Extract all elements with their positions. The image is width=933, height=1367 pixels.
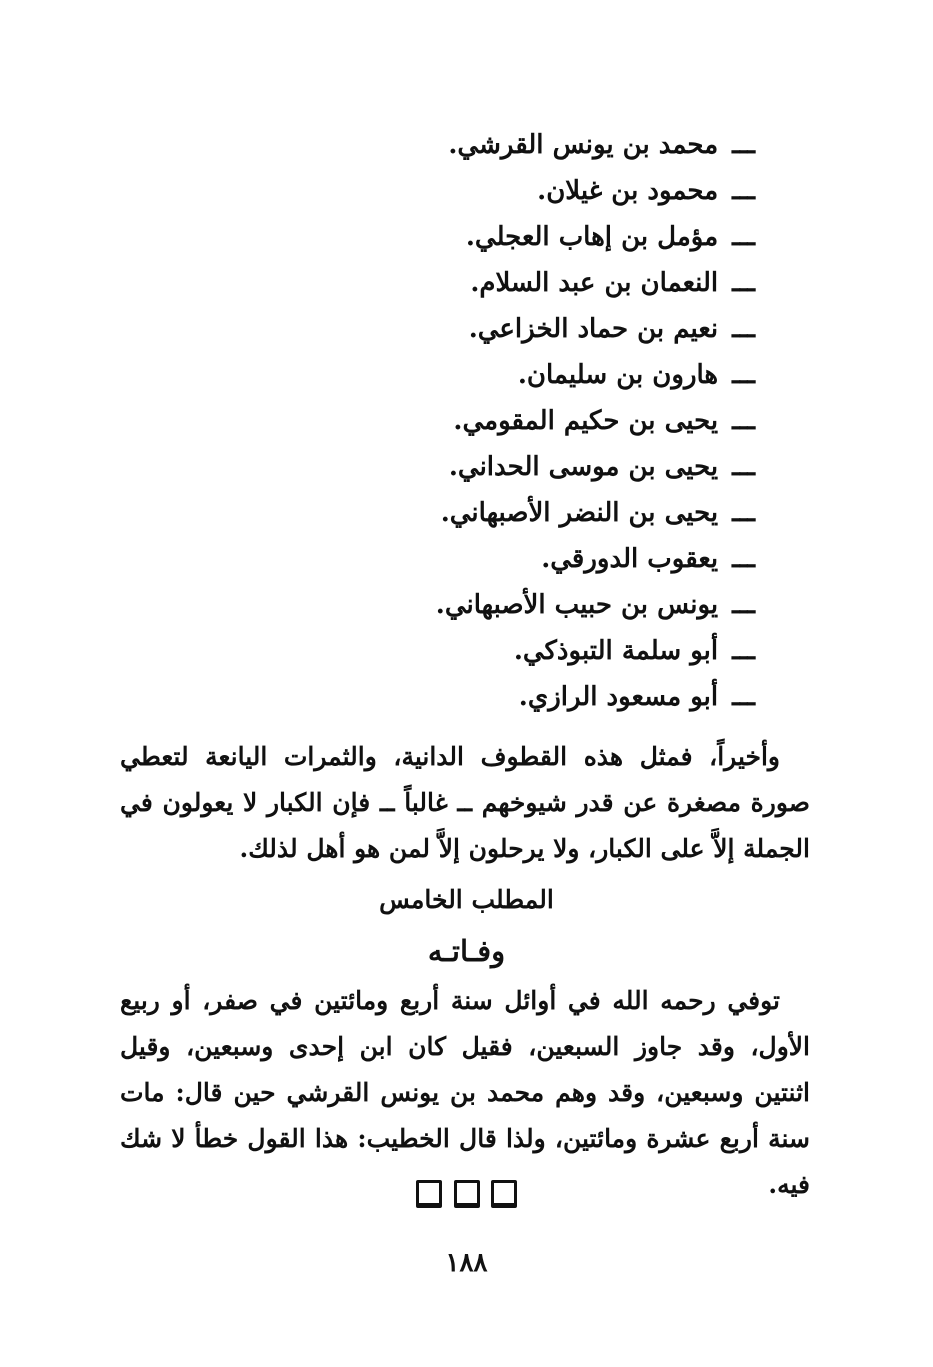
list-item-text: أبو مسعود الرازي. <box>518 682 719 712</box>
page-number: ١٨٨ <box>445 1248 488 1278</box>
list-item <box>235 444 755 490</box>
closing-paragraph: وأخيراً، فمثل هذه القطوف الدانية، والثمرات اليانعة لتعطي صورة مصغرة عن قدر شيوخهم ــ غالباً ــ فإن الكبار لا يعولون في الجملة إلاَّ على الكبار، ولا يرحلون إلاَّ لمن هو أهل لذلك. <box>120 742 810 863</box>
list-dash: ـــ <box>732 406 755 436</box>
section-title: وفـاتـه <box>427 934 506 968</box>
list-item <box>235 536 755 582</box>
list-item <box>235 260 755 306</box>
list-dash: ـــ <box>732 682 755 712</box>
list-item-text: مؤمل بن إهاب العجلي. <box>465 222 719 252</box>
separator-box-icon <box>416 1180 442 1208</box>
list-item <box>235 628 755 674</box>
list-item-text: محمد بن يونس القرشي. <box>448 130 719 160</box>
list-dash: ـــ <box>732 544 755 574</box>
list-item-text: أبو سلمة التبوذكي. <box>513 636 719 666</box>
separator-box-icon <box>454 1180 480 1208</box>
list-dash: ـــ <box>732 314 755 344</box>
list-dash: ـــ <box>732 498 755 528</box>
list-item <box>235 582 755 628</box>
list-dash: ـــ <box>732 176 755 206</box>
death-paragraph: توفي رحمه الله في أوائل سنة أربع ومائتين في صفر، أو ربيع الأول، وقد جاوز السبعين، فقيل كان ابن إحدى وسبعين، وقيل اثنتين وسبعين، وقد وهم محمد بن يونس القرشي حين قال: مات سنة أربع عشرة ومائتين، ولذا قال الخطيب: هذا القول خطأ لا شك فيه. <box>120 986 810 1199</box>
list-dash: ـــ <box>732 360 755 390</box>
list-dash: ـــ <box>732 452 755 482</box>
list-item-text: يحيى بن موسى الحداني. <box>448 452 719 482</box>
list-dash: ـــ <box>732 222 755 252</box>
list-dash: ـــ <box>732 268 755 298</box>
list-item-text: نعيم بن حماد الخزاعي. <box>468 314 719 344</box>
list-item-text: هارون بن سليمان. <box>517 360 719 390</box>
teachers-list <box>235 122 755 720</box>
section-heading: المطلب الخامس <box>379 885 554 914</box>
list-item-text: يحيى بن حكيم المقومي. <box>453 406 719 436</box>
separator-box-icon <box>491 1180 517 1208</box>
list-dash: ـــ <box>732 590 755 620</box>
list-item <box>235 398 755 444</box>
list-item-text: يعقوب الدورقي. <box>541 544 719 574</box>
list-item <box>235 306 755 352</box>
list-item <box>235 168 755 214</box>
list-item <box>235 214 755 260</box>
list-item <box>235 352 755 398</box>
list-dash: ـــ <box>732 636 755 666</box>
list-item-text: يحيى بن النضر الأصبهاني. <box>440 498 719 528</box>
list-item-text: محمود بن غيلان. <box>537 176 719 206</box>
list-item <box>235 122 755 168</box>
list-item <box>235 674 755 720</box>
list-item <box>235 490 755 536</box>
list-item-text: النعمان بن عبد السلام. <box>470 268 719 298</box>
section-separator <box>0 1180 933 1208</box>
list-dash: ـــ <box>732 130 755 160</box>
list-item-text: يونس بن حبيب الأصبهاني. <box>435 590 719 620</box>
